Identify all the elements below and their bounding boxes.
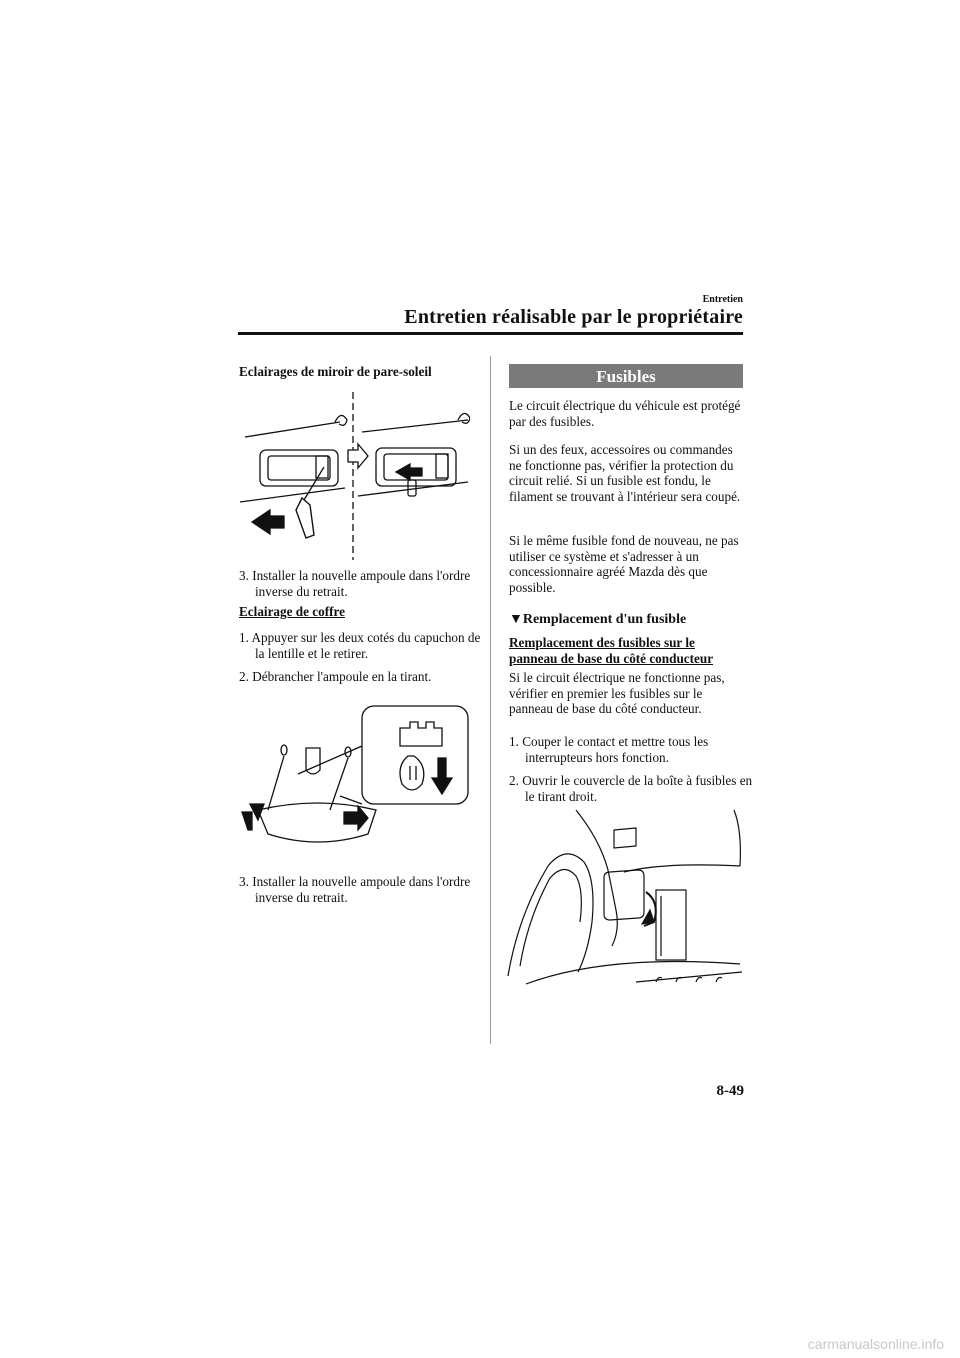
step-1-ignition-off: 1. Couper le contact et mettre tous les interrupteurs hors fonction. bbox=[509, 734, 709, 765]
triangle-down-icon: ▼ bbox=[509, 612, 523, 627]
vanity-mirror-illustration bbox=[240, 392, 470, 560]
header-rule bbox=[238, 332, 743, 335]
fuse-box-illustration bbox=[506, 806, 746, 986]
fuses-repeat-paragraph: Si le même fusible fond de nouveau, ne pas utiliser ce système et s'adresser à un concessionnaire agréé Mazda dès que possible. bbox=[509, 533, 739, 595]
subheading-replace-fuse bbox=[509, 612, 745, 628]
step-2-disconnect-bulb: 2. Débrancher l'ampoule en la tirant. bbox=[239, 669, 432, 684]
section-label: Entretien bbox=[702, 294, 743, 305]
step-3-install-trunk: 3. Installer la nouvelle ampoule dans l'ordre inverse du retrait. bbox=[239, 874, 471, 905]
step-2-open-fuse-cover: 2. Ouvrir le couvercle de la boîte à fusibles en le tirant droit. bbox=[509, 773, 753, 804]
page-number: 8-49 bbox=[716, 1083, 744, 1099]
fuses-check-paragraph: Si un des feux, accessoires ou commandes ne fonctionne pas, vérifier la protection du circuit relié. Si un fusible est fondu, le filament se trouvant à l'intérieur sera coupé. bbox=[509, 442, 741, 504]
step-1-remove-lens: 1. Appuyer sur les deux cotés du capuchon de la lentille et le retirer. bbox=[239, 630, 481, 661]
watermark: carmanualsonline.info bbox=[807, 1336, 944, 1352]
heading-driver-panel-fuses: Remplacement des fusibles sur le panneau de base du côté conducteur bbox=[509, 635, 714, 666]
subheading-text: Remplacement d'un fusible bbox=[522, 612, 687, 627]
heading-vanity-mirror: Eclairages de miroir de pare-soleil bbox=[239, 364, 432, 379]
column-divider bbox=[490, 356, 491, 1044]
fusibles-banner: Fusibles bbox=[509, 364, 743, 388]
heading-trunk-light: Eclairage de coffre bbox=[239, 604, 345, 619]
page-title: Entretien réalisable par le propriétaire bbox=[404, 306, 743, 328]
driver-panel-check-paragraph: Si le circuit électrique ne fonctionne pas, vérifier en premier les fusibles sur le panneau de base du côté conducteur. bbox=[509, 670, 725, 716]
trunk-light-illustration bbox=[240, 704, 470, 854]
fuses-intro-paragraph: Le circuit électrique du véhicule est protégé par des fusibles. bbox=[509, 398, 741, 429]
step-3-install-vanity: 3. Installer la nouvelle ampoule dans l'ordre inverse du retrait. bbox=[239, 568, 471, 599]
